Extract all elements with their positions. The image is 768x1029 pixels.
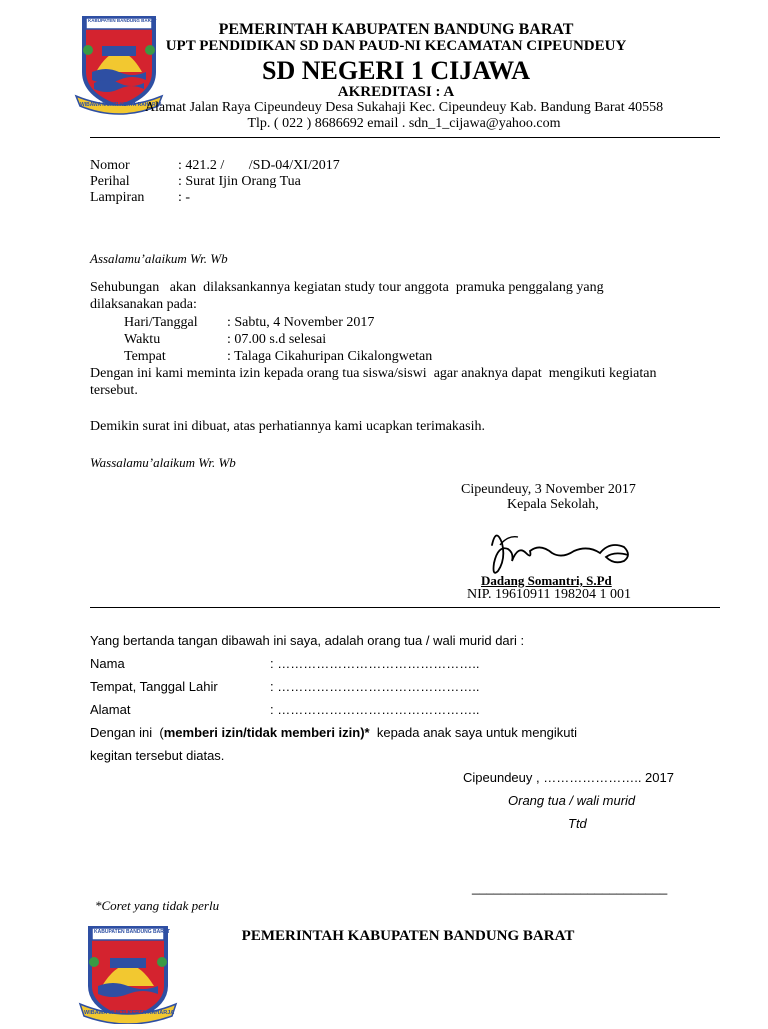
detail-hari-label: Hari/Tanggal (124, 315, 198, 330)
reply-ttd: Ttd (568, 816, 587, 831)
meta-lampiran-label: Lampiran (90, 190, 145, 205)
detail-waktu-label: Waktu (124, 332, 161, 347)
logo-ribbon-text: WIBAWA MUKTI KERTA RAHARJA (80, 102, 163, 108)
intro-line-2: dilaksanakan pada: (90, 297, 197, 312)
field-nama-label: Nama (90, 656, 125, 671)
reply-role: Orang tua / wali murid (508, 793, 636, 808)
school-address: Alamat Jalan Raya Cipeundeuy Desa Sukahaji Kec. Cipeundeuy Kab. Bandung Barat 40558 (144, 100, 664, 115)
request-line-2: tersebut. (90, 383, 138, 398)
field-nama-input[interactable]: : ……………………………………….. (270, 656, 480, 671)
meta-perihal-value: : Surat Ijin Orang Tua (178, 174, 301, 189)
header-divider (90, 137, 720, 138)
principal-name: Dadang Somantri, S.Pd (481, 573, 612, 588)
consent-line (90, 725, 577, 740)
school-name: SD NEGERI 1 CIJAWA (262, 56, 530, 85)
intro-line-1: Sehubungan akan dilaksankannya kegiatan study tour anggota pramuka penggalang yang (90, 280, 604, 295)
consent-line-2: kegitan tersebut diatas. (90, 748, 225, 763)
meta-perihal-label: Perihal (90, 174, 130, 189)
signature-position: Kepala Sekolah, (507, 497, 599, 512)
school-contact: Tlp. ( 022 ) 8686692 email . sdn_1_cijawa@yahoo.com (247, 116, 561, 131)
field-alamat-label: Alamat (90, 702, 131, 717)
meta-nomor-label: Nomor (90, 158, 130, 173)
accreditation: AKREDITASI : A (337, 84, 455, 100)
reply-signature-line: ___________________________ (472, 880, 668, 895)
principal-nip: NIP. 19610911 198204 1 001 (467, 587, 631, 602)
reply-note: *Coret yang tidak perlu (95, 898, 220, 913)
footer-government: PEMERINTAH KABUPATEN BANDUNG BARAT (241, 928, 575, 944)
field-ttl-input[interactable]: : ……………………………………….. (270, 679, 480, 694)
detail-waktu-value: : 07.00 s.d selesai (227, 332, 327, 347)
signature-place-date: Cipeundeuy, 3 November 2017 (461, 482, 636, 497)
request-line-1: Dengan ini kami meminta izin kepada orang tua siswa/siswi agar anaknya dapat mengikuti kegiatan (90, 366, 657, 381)
closing-text: Demikin surat ini dibuat, atas perhatiannya kami ucapkan terimakasih. (90, 419, 485, 434)
logo-footer-top-text: KABUPATEN BANDUNG BARAT (94, 929, 171, 935)
meta-lampiran-value: : - (178, 190, 191, 205)
reply-intro: Yang bertanda tangan dibawah ini saya, adalah orang tua / wali murid dari : (90, 633, 525, 648)
detail-hari-value: : Sabtu, 4 November 2017 (227, 315, 375, 330)
logo-top-text: KABUPATEN BANDUNG BARAT (88, 18, 157, 23)
reply-place-date: Cipeundeuy , ………………….. 2017 (463, 770, 674, 785)
farewell: Wassalamu’alaikum Wr. Wb (90, 455, 236, 470)
greeting: Assalamu’alaikum Wr. Wb (90, 251, 228, 266)
header-upt: UPT PENDIDIKAN SD DAN PAUD-NI KECAMATAN CIPEUNDEUY (165, 38, 627, 54)
logo-footer-ribbon-text: WIBAWA MUKTI KERTA RAHARJA (84, 1010, 175, 1016)
consent-prefix: Dengan ini ( (90, 725, 164, 740)
field-alamat-input[interactable]: : ……………………………………….. (270, 702, 480, 717)
tear-divider (90, 607, 720, 608)
detail-tempat-value: : Talaga Cikahuripan Cikalongwetan (227, 349, 433, 364)
field-ttl-label: Tempat, Tanggal Lahir (90, 679, 218, 694)
meta-nomor-value: : 421.2 / /SD-04/XI/2017 (178, 158, 340, 173)
consent-options[interactable]: memberi izin/tidak memberi izin)* (163, 725, 370, 740)
consent-suffix: kepada anak saya untuk mengikuti (369, 725, 578, 740)
detail-tempat-label: Tempat (124, 349, 166, 364)
header-government: PEMERINTAH KABUPATEN BANDUNG BARAT (218, 21, 574, 38)
